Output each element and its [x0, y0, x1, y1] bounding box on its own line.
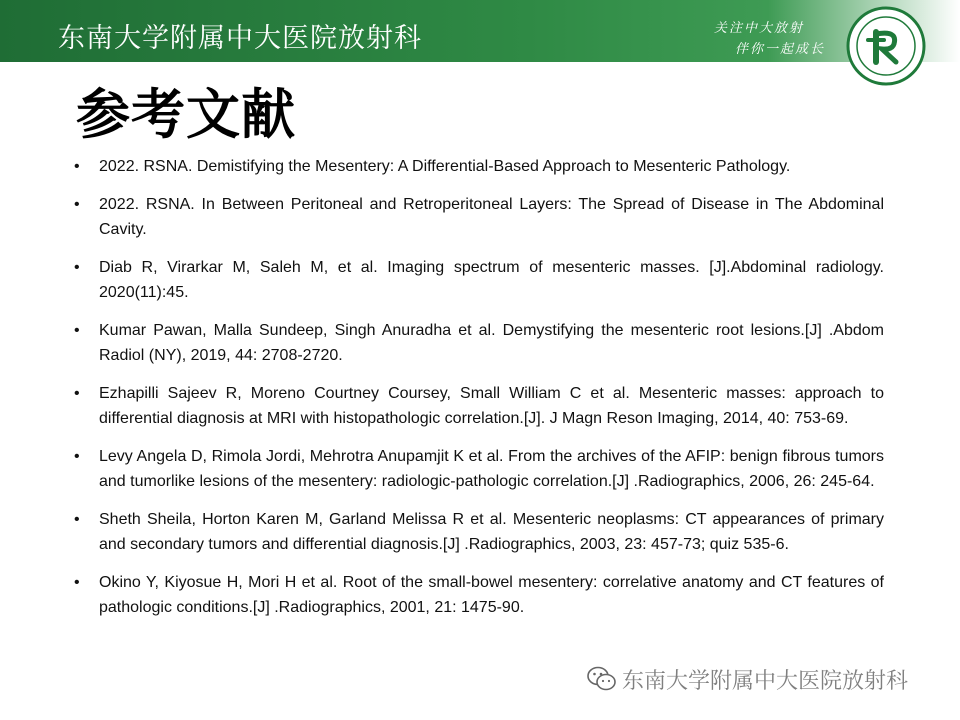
header-title: 东南大学附属中大医院放射科	[58, 23, 422, 54]
reference-item: • 2022. RSNA. In Between Peritoneal and Retroperitoneal Layers: The Spread of Disease in The Abdominal Cavity.	[74, 192, 884, 242]
reference-item: • Kumar Pawan, Malla Sundeep, Singh Anuradha et al. Demystifying the mesenteric root lesions.[J] .Abdom Radiol (NY), 2019, 44: 2708-2720.	[74, 318, 884, 368]
reference-list	[74, 154, 884, 633]
slogan-line-2: 伴你一起成长	[735, 42, 826, 57]
wechat-icon	[586, 664, 618, 694]
reference-item: • Okino Y, Kiyosue H, Mori H et al. Root of the small-bowel mesentery: correlative anatomy and CT features of pathologic conditions.[J] .Radiographics, 2001, 21: 1475-90.	[74, 570, 884, 620]
hospital-radiology-logo-icon	[846, 6, 926, 86]
page-title: 参考文献	[76, 83, 296, 146]
reference-item: • Diab R, Virarkar M, Saleh M, et al. Imaging spectrum of mesenteric masses. [J].Abdominal radiology. 2020(11):45.	[74, 255, 884, 305]
header-banner	[0, 0, 960, 62]
reference-item: • Levy Angela D, Rimola Jordi, Mehrotra Anupamjit K et al. From the archives of the AFIP: benign fibrous tumors and tumorlike lesions of the mesentery: radiologic-pathologic correlation.[J] .Radiographics, 2006, 26: 245-64.	[74, 444, 884, 494]
reference-item: • Ezhapilli Sajeev R, Moreno Courtney Coursey, Small William C et al. Mesenteric masses: approach to differential diagnosis at MRI with histopathologic correlation.[J]. J Magn Reson Imaging, 2014, 40: 753-69.	[74, 381, 884, 431]
reference-item: • Sheth Sheila, Horton Karen M, Garland Melissa R et al. Mesenteric neoplasms: CT appearances of primary and secondary tumors and differential diagnosis.[J] .Radiographics, 2003, 23: 457-73; quiz 535-6.	[74, 507, 884, 557]
watermark	[586, 662, 908, 696]
watermark-text: 东南大学附属中大医院放射科	[622, 668, 909, 694]
slogan-line-1: 关注中大放射	[714, 21, 805, 36]
reference-item: • 2022. RSNA. Demistifying the Mesentery: A Differential-Based Approach to Mesenteric Pathology.	[74, 154, 884, 179]
